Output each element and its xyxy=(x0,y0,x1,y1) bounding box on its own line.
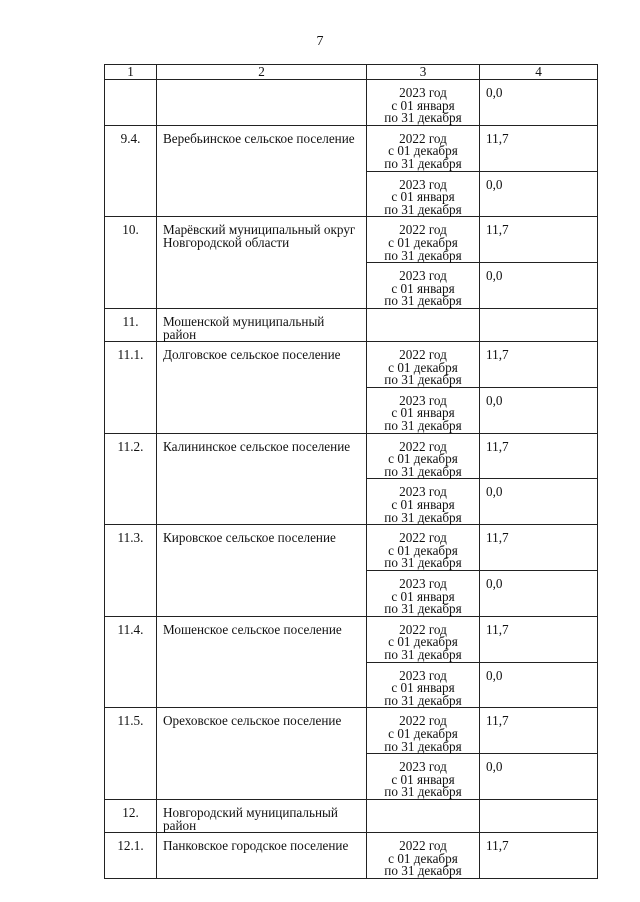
period-cell xyxy=(367,171,480,217)
page-number: 7 xyxy=(316,34,324,49)
municipality-name: Кировское сельское поселение xyxy=(157,525,367,617)
row-number: 11.5. xyxy=(105,708,157,800)
period-line: по 31 декабря xyxy=(384,463,462,479)
period-cell xyxy=(367,662,480,708)
period-line: по 31 декабря xyxy=(384,110,462,126)
period-line: с 01 декабря xyxy=(388,634,458,650)
table-row xyxy=(105,799,598,832)
period-line: с 01 января xyxy=(391,405,455,421)
period-cell xyxy=(367,525,480,571)
period-cell xyxy=(367,833,480,879)
row-number: 11. xyxy=(105,308,157,341)
period-line: с 01 декабря xyxy=(388,451,458,467)
header-col-2: 2 xyxy=(157,65,367,80)
period-cell xyxy=(367,754,480,800)
row-number: 12. xyxy=(105,799,157,832)
period-line: по 31 декабря xyxy=(384,293,462,309)
period-line: 2023 год xyxy=(399,667,447,683)
period-line: 2023 год xyxy=(399,176,447,192)
period-line: по 31 декабря xyxy=(384,555,462,571)
municipality-name: Калининское сельское поселение xyxy=(157,433,367,525)
rate-value: 11,7 xyxy=(480,125,598,171)
period-cell xyxy=(367,80,480,126)
table-body xyxy=(105,80,598,879)
period-line: 2023 год xyxy=(399,85,447,100)
period-line: с 01 января xyxy=(391,771,455,787)
period-line: с 01 января xyxy=(391,97,455,113)
table-row xyxy=(105,217,598,263)
period-line: 2022 год xyxy=(399,130,447,146)
period-line: по 31 декабря xyxy=(384,784,462,800)
rate-value: 0,0 xyxy=(480,263,598,309)
rate-value xyxy=(480,799,598,832)
period-cell xyxy=(367,616,480,662)
period-line: по 31 декабря xyxy=(384,738,462,754)
header-col-1: 1 xyxy=(105,65,157,80)
period-line: 2023 год xyxy=(399,392,447,408)
period-line: по 31 декабря xyxy=(384,372,462,388)
municipality-name xyxy=(157,80,367,126)
rate-value: 0,0 xyxy=(480,171,598,217)
rate-value: 11,7 xyxy=(480,616,598,662)
table-row xyxy=(105,433,598,479)
header-col-4: 4 xyxy=(480,65,598,80)
period-line: с 01 декабря xyxy=(388,234,458,250)
rate-value: 11,7 xyxy=(480,433,598,479)
period-line: по 31 декабря xyxy=(384,155,462,171)
period-line: с 01 января xyxy=(391,280,455,296)
municipality-name: Новгородский муниципальный район xyxy=(157,799,367,832)
rate-value: 0,0 xyxy=(480,80,598,126)
table-row xyxy=(105,616,598,662)
rate-value: 11,7 xyxy=(480,525,598,571)
period-line: 2022 год xyxy=(399,438,447,454)
header-col-3: 3 xyxy=(367,65,480,80)
period-line: 2022 год xyxy=(399,347,447,363)
row-number: 11.1. xyxy=(105,342,157,434)
rate-value: 11,7 xyxy=(480,833,598,879)
municipality-name: Ореховское сельское поселение xyxy=(157,708,367,800)
period-line: с 01 января xyxy=(391,189,455,205)
period-line: 2023 год xyxy=(399,484,447,500)
table-row xyxy=(105,833,598,879)
period-line: 2022 год xyxy=(399,222,447,238)
period-cell xyxy=(367,217,480,263)
period-cell xyxy=(367,571,480,617)
period-line: с 01 декабря xyxy=(388,143,458,159)
municipality-name: Мошенское сельское поселение xyxy=(157,616,367,708)
row-number: 11.2. xyxy=(105,433,157,525)
table-row xyxy=(105,708,598,754)
period-line: с 01 декабря xyxy=(388,850,458,866)
period-line: по 31 декабря xyxy=(384,418,462,434)
period-line: по 31 декабря xyxy=(384,601,462,617)
period-cell xyxy=(367,342,480,388)
period-line: 2023 год xyxy=(399,268,447,284)
period-line: по 31 декабря xyxy=(384,247,462,263)
period-cell xyxy=(367,433,480,479)
rate-value xyxy=(480,308,598,341)
table-row xyxy=(105,342,598,388)
row-number: 12.1. xyxy=(105,833,157,879)
period-cell xyxy=(367,263,480,309)
period-line: по 31 декабря xyxy=(384,201,462,217)
period-cell xyxy=(367,799,480,832)
municipality-name: Марёвский муниципальный округ Новгородской области xyxy=(157,217,367,309)
rate-value: 0,0 xyxy=(480,479,598,525)
period-cell xyxy=(367,708,480,754)
rate-value: 0,0 xyxy=(480,754,598,800)
period-line: по 31 декабря xyxy=(384,509,462,525)
rate-value: 11,7 xyxy=(480,342,598,388)
period-line: с 01 января xyxy=(391,680,455,696)
row-number: 11.3. xyxy=(105,525,157,617)
period-cell xyxy=(367,479,480,525)
municipality-name: Долговское сельское поселение xyxy=(157,342,367,434)
table-row xyxy=(105,525,598,571)
rate-value: 0,0 xyxy=(480,662,598,708)
municipality-name: Веребьинское сельское поселение xyxy=(157,125,367,217)
period-line: 2023 год xyxy=(399,759,447,775)
row-number: 11.4. xyxy=(105,616,157,708)
table-row xyxy=(105,125,598,171)
period-cell xyxy=(367,387,480,433)
rate-value: 11,7 xyxy=(480,217,598,263)
period-line: 2022 год xyxy=(399,713,447,729)
table-row xyxy=(105,308,598,341)
row-number: 10. xyxy=(105,217,157,309)
period-line: с 01 декабря xyxy=(388,725,458,741)
period-line: 2022 год xyxy=(399,621,447,637)
period-cell xyxy=(367,125,480,171)
municipality-name: Мошенской муниципальный район xyxy=(157,308,367,341)
table-row xyxy=(105,80,598,126)
period-line: 2022 год xyxy=(399,530,447,546)
period-line: с 01 января xyxy=(391,497,455,513)
rates-table xyxy=(104,64,598,879)
period-line: с 01 января xyxy=(391,588,455,604)
row-number xyxy=(105,80,157,126)
period-line: с 01 декабря xyxy=(388,542,458,558)
rate-value: 0,0 xyxy=(480,387,598,433)
rate-value: 0,0 xyxy=(480,571,598,617)
period-line: по 31 декабря xyxy=(384,863,462,879)
period-line: 2023 год xyxy=(399,576,447,591)
header-row xyxy=(105,65,598,80)
row-number: 9.4. xyxy=(105,125,157,217)
municipality-name: Панковское городское поселение xyxy=(157,833,367,879)
period-line: по 31 декабря xyxy=(384,646,462,662)
period-cell xyxy=(367,308,480,341)
period-line: по 31 декабря xyxy=(384,692,462,708)
period-line: с 01 декабря xyxy=(388,359,458,375)
period-line: 2022 год xyxy=(399,838,447,854)
rate-value: 11,7 xyxy=(480,708,598,754)
